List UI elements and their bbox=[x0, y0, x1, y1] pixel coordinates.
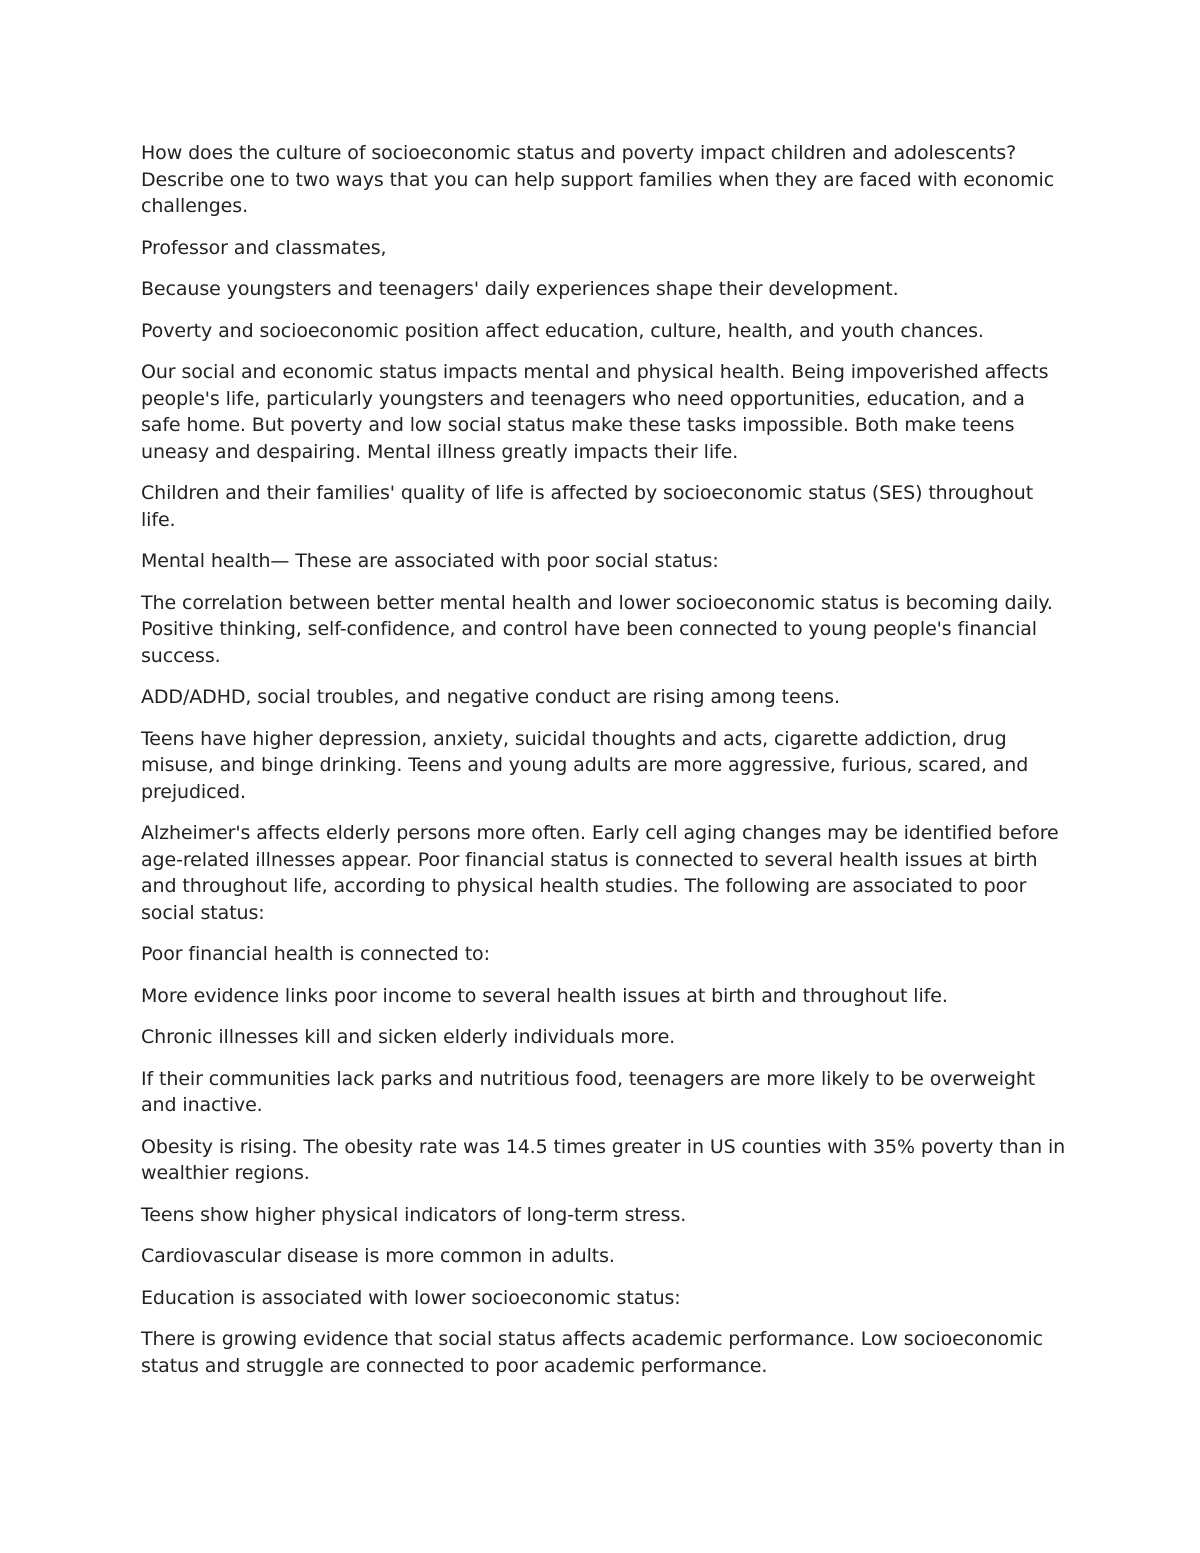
section-heading-education: Education is associated with lower socioeconomic status: bbox=[141, 1286, 681, 1309]
paragraph: The correlation between better mental health and lower socioeconomic status is becoming daily. Positive thinking, self-confidence, and control have been connected to young people's financial success. bbox=[141, 591, 1053, 667]
paragraph: ADD/ADHD, social troubles, and negative conduct are rising among teens. bbox=[141, 686, 840, 708]
paragraph: Alzheimer's affects elderly persons more often. Early cell aging changes may be identified before age-related illnesses appear. Poor financial status is connected to several health issues at birth and throughout life, according to physical health studies. The following are associated to poor social status: bbox=[141, 822, 1059, 924]
paragraph: Children and their families' quality of life is affected by socioeconomic status (SES) throughout life. bbox=[141, 482, 1034, 531]
paragraph: If their communities lack parks and nutritious food, teenagers are more likely to be overweight and inactive. bbox=[141, 1067, 1036, 1116]
paragraph: Chronic illnesses kill and sicken elderly individuals more. bbox=[141, 1026, 676, 1048]
paragraph: There is growing evidence that social status affects academic performance. Low socioeconomic status and struggle are connected to poor academic performance. bbox=[141, 1328, 1044, 1377]
paragraph: Teens show higher physical indicators of long-term stress. bbox=[141, 1203, 687, 1226]
section-heading-financial-health: Poor financial health is connected to: bbox=[141, 943, 490, 965]
salutation: Professor and classmates, bbox=[141, 236, 387, 259]
paragraph: More evidence links poor income to several health issues at birth and throughout life. bbox=[141, 984, 948, 1007]
document-body bbox=[141, 140, 1066, 1394]
section-heading-mental-health: Mental health— These are associated with poor social status: bbox=[141, 550, 719, 572]
paragraph: Poverty and socioeconomic position affect education, culture, health, and youth chances. bbox=[141, 319, 984, 342]
paragraph: Our social and economic status impacts mental and physical health. Being impoverished affects people's life, particularly youngsters and teenagers who need opportunities, education, and a safe home. But poverty and low social status make these tasks impossible. Both make teens uneasy and despairing. Mental illness greatly impacts their life. bbox=[141, 361, 1049, 463]
paragraph: Because youngsters and teenagers' daily experiences shape their development. bbox=[141, 278, 899, 300]
paragraph: Cardiovascular disease is more common in adults. bbox=[141, 1245, 615, 1267]
question-prompt: How does the culture of socioeconomic status and poverty impact children and adolescents? Describe one to two ways that you can help support families when they are faced with economic challenges. bbox=[141, 142, 1055, 217]
paragraph: Obesity is rising. The obesity rate was 14.5 times greater in US counties with 35% poverty than in wealthier regions. bbox=[141, 1135, 1066, 1184]
paragraph: Teens have higher depression, anxiety, suicidal thoughts and acts, cigarette addiction, drug misuse, and binge drinking. Teens and young adults are more aggressive, furious, scared, and prejudiced. bbox=[141, 727, 1029, 803]
